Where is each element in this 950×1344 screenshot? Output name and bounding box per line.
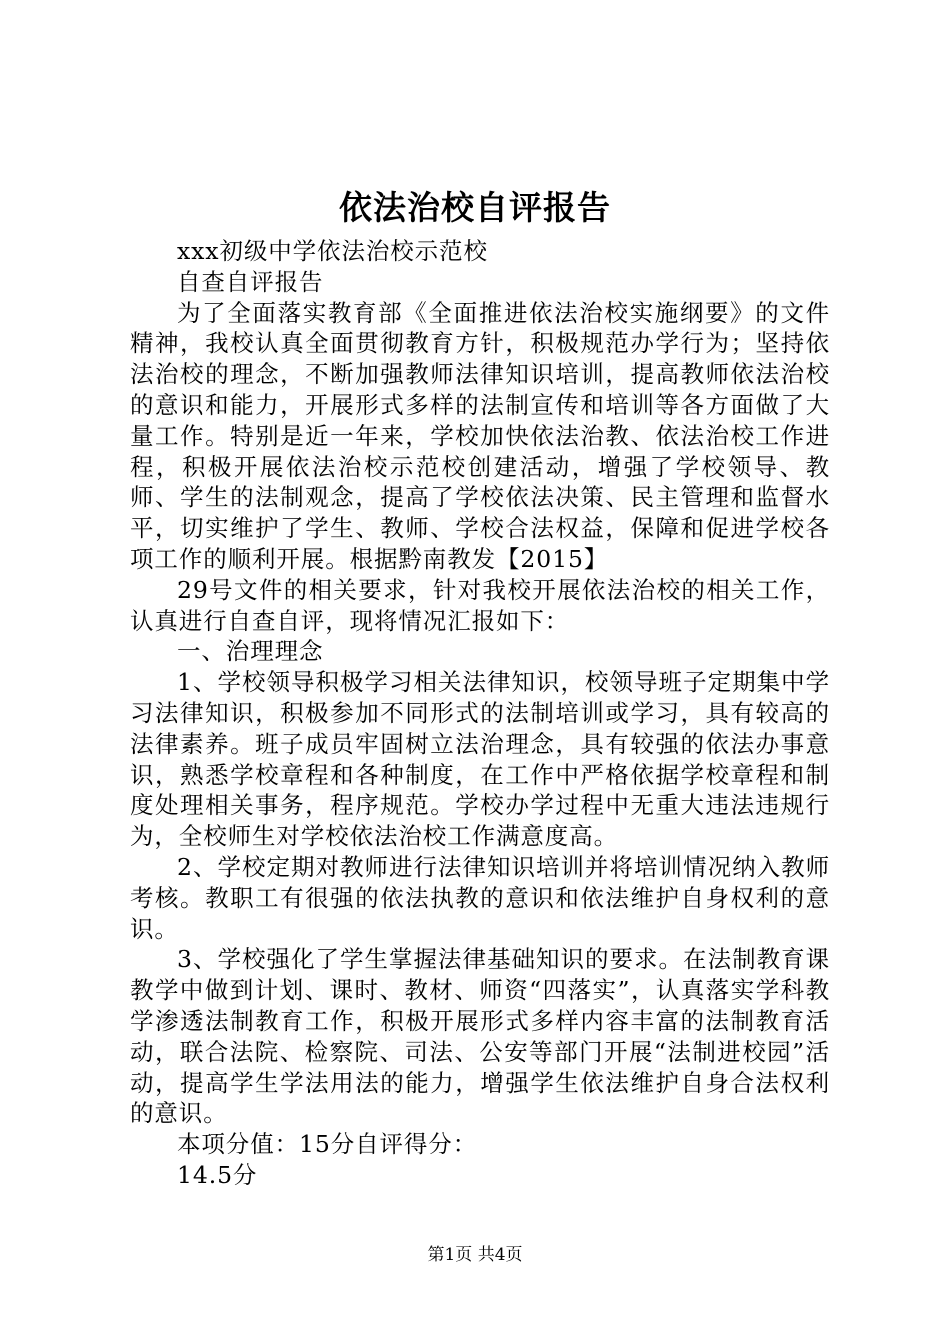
paragraph-score-value: 14.5分 xyxy=(177,1160,258,1189)
paragraph-school-name: xxx初级中学依法治校示范校 xyxy=(177,237,488,265)
paragraph-requirements: 29号文件的相关要求，针对我校开展依法治校的相关工作，认真进行自查自评，现将情况汇报如下： xyxy=(130,575,830,635)
paragraph-score-label: 本项分值：15分自评得分： xyxy=(177,1130,478,1159)
paragraph-item-3: 3、学校强化了学生掌握法律基础知识的要求。在法制教育课教学中做到计划、课时、教材、师资“四落实”，认真落实学科教学渗透法制教育工作，积极开展形式多样内容丰富的法制教育活动，联合法院、检察院、司法、公安等部门开展“法制进校园”活动，提高学生学法用法的能力，增强学生依法维护自身合法权利的意识。 xyxy=(130,945,830,1128)
paragraph-item-1: 1、学校领导积极学习相关法律知识，校领导班子定期集中学习法律知识，积极参加不同形式的法制培训或学习，具有较高的法律素养。班子成员牢固树立法治理念，具有较强的依法办事意识，熟悉学校章程和各种制度，在工作中严格依据学校章程和制度处理相关事务，程序规范。学校办学过程中无重大违法违规行为，全校师生对学校依法治校工作满意度高。 xyxy=(130,668,830,851)
section-heading-governance: 一、治理理念 xyxy=(177,637,324,666)
paragraph-item-2: 2、学校定期对教师进行法律知识培训并将培训情况纳入教师考核。教职工有很强的依法执教的意识和依法维护自身权利的意识。 xyxy=(130,852,830,943)
page-footer: 第1页 共4页 xyxy=(427,1245,523,1265)
document-body xyxy=(130,236,830,1191)
paragraph-introduction: 为了全面落实教育部《全面推进依法治校实施纲要》的文件精神，我校认真全面贯彻教育方针，积极规范办学行为；坚持依法治校的理念，不断加强教师法律知识培训，提高教师依法治校的意识和能力，开展形式多样的法制宣传和培训等各方面做了大量工作。特别是近一年来，学校加快依法治教、依法治校工作进程，积极开展依法治校示范校创建活动，增强了学校领导、教师、学生的法制观念，提高了学校依法决策、民主管理和监督水平，切实维护了学生、教师、学校合法权益，保障和促进学校各项工作的顺利开展。根据黔南教发【2015】 xyxy=(130,298,830,573)
paragraph-report-subtitle: 自查自评报告 xyxy=(177,267,324,296)
document-title: 依法治校自评报告 xyxy=(339,188,611,227)
